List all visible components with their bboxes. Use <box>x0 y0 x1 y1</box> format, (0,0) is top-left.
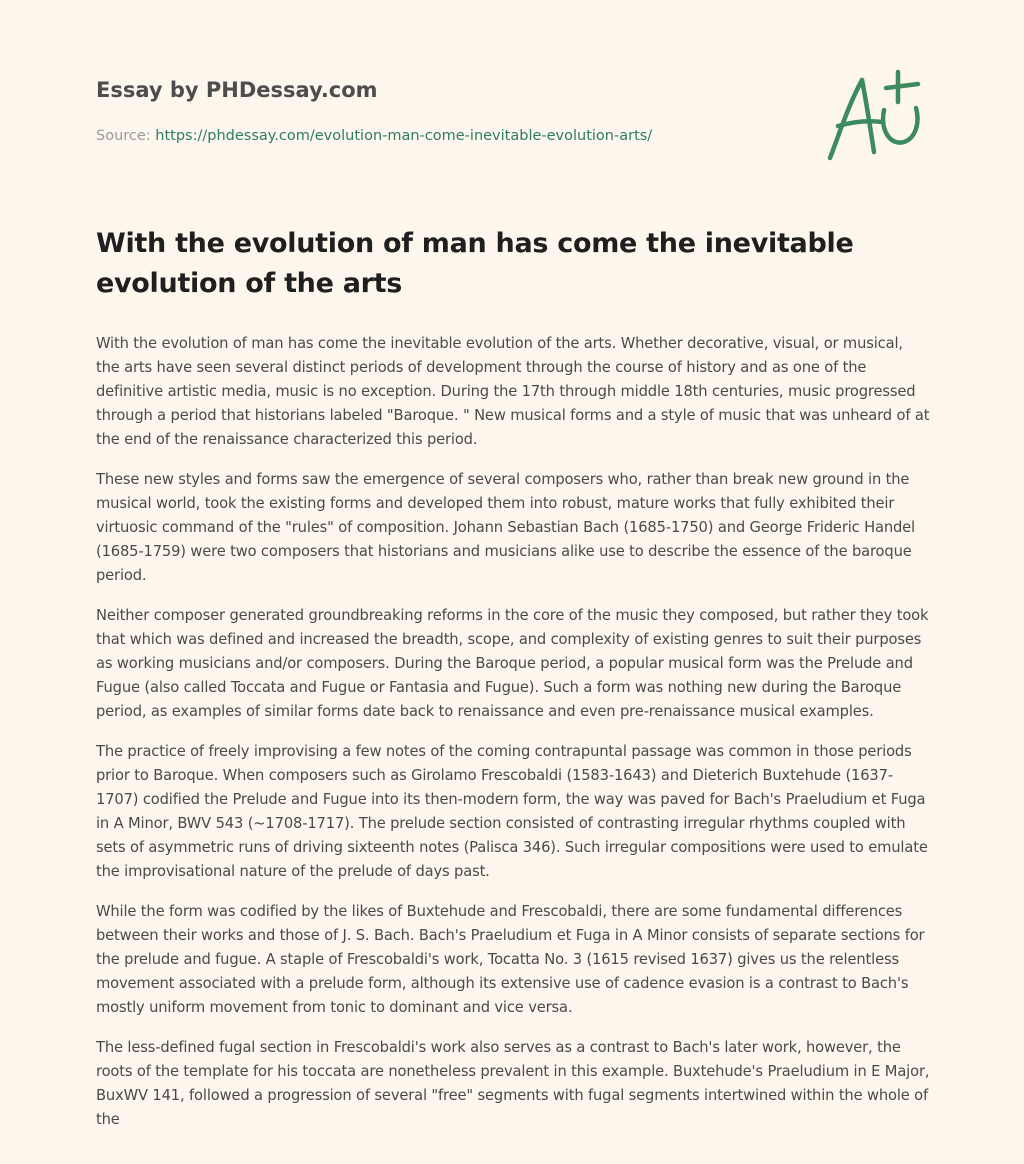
site-brand: Essay by PHDessay.com <box>96 78 378 102</box>
essay-paragraph: While the form was codified by the likes of Buxtehude and Frescobaldi, there are some fundamental differences between their works and those of J. S. Bach. Bach's Praeludium et Fuga in A Minor consists of separate sections for the prelude and fugue. A staple of Frescobaldi's work, Tocatta No. 3 (1615 revised 1637) gives us the relentless movement associated with a prelude form, although its extensive use of cadence evasion is a contrast to Bach's mostly uniform movement from tonic to dominant and vice versa. <box>96 903 925 1016</box>
source-line <box>96 126 796 146</box>
source-label: Source: <box>96 128 156 144</box>
essay-paragraph: The less-defined fugal section in Frescobaldi's work also serves as a contrast to Bach's later work, however, the roots of the template for his toccata are nonetheless prevalent in this example. Buxtehude's Praeludium in E Major, BuxWV 141, followed a progression of several "free" segments with fugal segments intertwined within the whole of the <box>96 1039 930 1128</box>
essay-paragraph: With the evolution of man has come the inevitable evolution of the arts. Whether decorative, visual, or musical, the arts have seen several distinct periods of development through the course of history and as one of the definitive artistic media, music is no exception. During the 17th through middle 18th centuries, music progressed through a period that historians labeled "Baroque. " New musical forms and a style of music that was unheard of at the end of the renaissance characterized this period. <box>96 335 930 448</box>
essay-header <box>96 76 796 146</box>
a-plus-icon <box>818 66 930 166</box>
essay-paragraph: Neither composer generated groundbreaking reforms in the core of the music they composed, but rather they took that which was defined and increased the breadth, scope, and complexity of existing genres to suit their purposes as working musicians and/or composers. During the Baroque period, a popular musical form was the Prelude and Fugue (also called Toccata and Fugue or Fantasia and Fugue). Such a form was nothing new during the Baroque period, as examples of similar forms date back to renaissance and even pre-renaissance musical examples. <box>96 607 929 720</box>
source-link[interactable]: https://phdessay.com/evolution-man-come-inevitable-evolution-arts/ <box>155 128 653 144</box>
essay-article <box>96 224 930 1148</box>
essay-paragraph: The practice of freely improvising a few notes of the coming contrapuntal passage was common in those periods prior to Baroque. When composers such as Girolamo Frescobaldi (1583-1643) and Dieterich Buxtehude (1637-1707) codified the Prelude and Fugue into its then-modern form, the way was paved for Bach's Praeludium et Fuga in A Minor, BWV 543 (~1708-1717). The prelude section consisted of contrasting irregular rhythms coupled with sets of asymmetric runs of driving sixteenth notes (Palisca 346). Such irregular compositions were used to emulate the improvisational nature of the prelude of days past. <box>96 743 928 880</box>
essay-paragraph: These new styles and forms saw the emergence of several composers who, rather than break new ground in the musical world, took the existing forms and developed them into robust, mature works that fully exhibited their virtuosic command of the "rules" of composition. Johann Sebastian Bach (1685-1750) and George Frideric Handel (1685-1759) were two composers that historians and musicians alike use to describe the essence of the baroque period. <box>96 471 915 584</box>
essay-title: With the evolution of man has come the inevitable evolution of the arts <box>96 228 854 299</box>
